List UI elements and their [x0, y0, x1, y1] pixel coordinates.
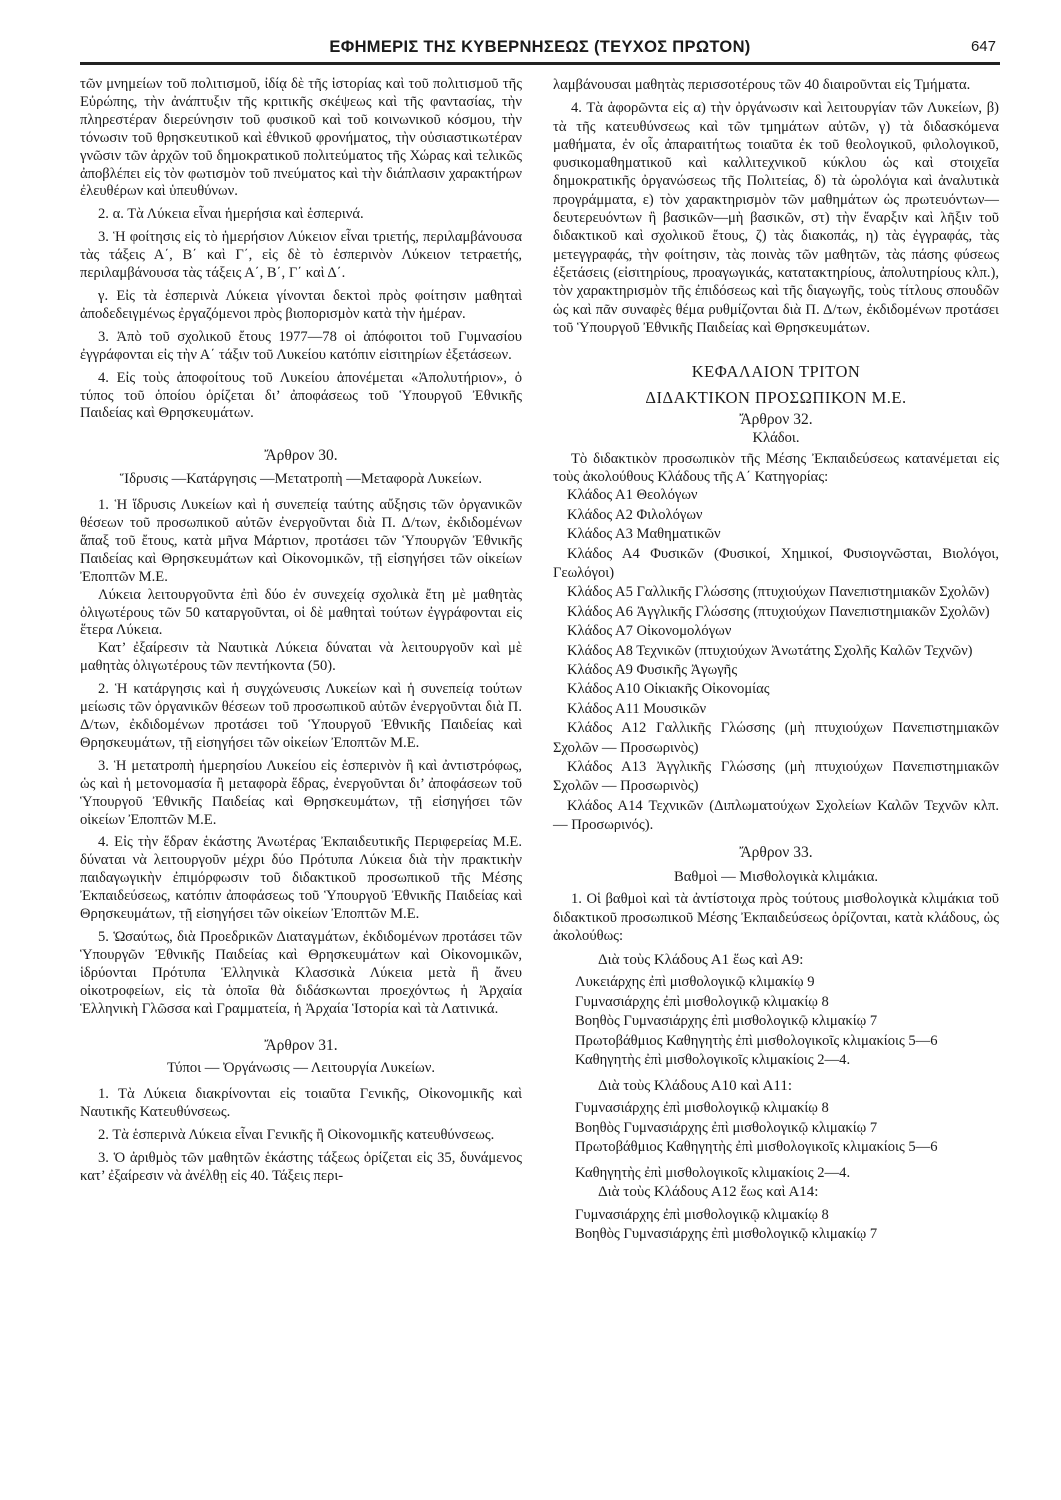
paragraph: 2. α. Τὰ Λύκεια εἶναι ἡμερήσια καὶ ἑσπερινά.: [98, 206, 364, 223]
grade-line: Καθηγητὴς ἐπὶ μισθολογικοῖς κλιμακίοις 2—4.: [575, 1052, 851, 1069]
grade-line: Πρωτοβάθμιος Καθηγητὴς ἐπὶ μισθολογικοῖς κλιμακίοις 5—6: [575, 1032, 938, 1049]
article-30-heading: Ἄρθρον 30.: [264, 447, 338, 465]
klados-item: Κλάδος Α3 Μαθηματικῶν: [567, 526, 721, 543]
paragraph: 2. Τὰ ἑσπερινὰ Λύκεια εἶναι Γενικῆς ἢ Οἰκονομικῆς κατευθύνσεως.: [98, 1127, 495, 1144]
klados-item: Κλάδος Α6 Ἀγγλικῆς Γλώσσης (πτυχιούχων Πανεπιστημιακῶν Σχολῶν): [567, 603, 990, 620]
paragraph: 4. Εἰς τὴν ἕδραν ἑκάστης Ἀνωτέρας Ἐκπαιδευτικῆς Περιφερείας Μ.Ε. δύναται νὰ λειτουργοῦν μέχρι δύο Πρότυπα Λύκεια διὰ τὴν πρακτικὴν παιδαγωγικὴν ἐπιμόρφωσιν τοῦ διδακτικοῦ προσωπικοῦ τῆς Μέσης Ἐκπαιδεύσεως, κατόπιν ἀποφάσεως τοῦ Ὑπουργοῦ Ἐθνικῆς Παιδείας καὶ Θρησκευμάτων, τῇ εἰσηγήσει τῶν οἰκείων Ἐποπτῶν Μ.Ε.: [80, 834, 522, 923]
paragraph: 3. Ἡ φοίτησις εἰς τὸ ἡμερήσιον Λύκειον εἶναι τριετής, περιλαμβάνουσα τὰς τάξεις Α΄, Β΄ καὶ Γ΄, εἰς δὲ τὸ ἑσπερινὸν Λύκειον τετραετής, περιλαμβάνουσα τὰς τάξεις Α΄, Β΄, Γ΄ καὶ Δ΄.: [80, 229, 522, 282]
klados-item: Κλάδος Α10 Οἰκιακῆς Οἰκονομίας: [567, 681, 770, 698]
chapter-title: ΚΕΦΑΛΑΙΟΝ ΤΡΙΤΟΝ: [691, 362, 861, 382]
klados-item: Κλάδος Α12 Γαλλικῆς Γλώσσης (μὴ πτυχιούχων Πανεπιστημιακῶν Σχολῶν — Προσωρινὸς): [553, 720, 999, 756]
article-31-subtitle: Τύποι — Ὀργάνωσις — Λειτουργία Λυκείων.: [166, 1060, 436, 1077]
paragraph: τῶν μνημείων τοῦ πολιτισμοῦ, ἰδίᾳ δὲ τῆς ἱστορίας καὶ τοῦ πολιτισμοῦ τῆς Εὐρώπης, τὴν ἀνάπτυξιν τῆς κριτικῆς σκέψεως καὶ τῆς φαντασίας, τὴν πληρεστέραν διερεύνησιν τοῦ φυσικοῦ καὶ τοῦ κοινωνικοῦ κόσμου, τὴν τόνωσιν τοῦ θρησκευτικοῦ καὶ ἐθνικοῦ φρονήματος, τὴν οὐσιαστικωτέραν γνῶσιν τῶν ἀρχῶν τοῦ δημοκρατικοῦ πολιτεύματος τῆς Χώρας καὶ τελικῶς ἀποβλέπει εἰς τὸν φωτισμὸν τοῦ πνεύματος καὶ τὴν διάπλασιν χαρακτήρων ἐλευθέρων καὶ ὑπευθύνων.: [80, 76, 522, 200]
grade-group-heading: Διὰ τοὺς Κλάδους Α12 ἕως καὶ Α14:: [598, 1184, 819, 1201]
paragraph: Λύκεια λειτουργοῦντα ἐπὶ δύο ἐν συνεχείᾳ σχολικὰ ἔτη μὲ μαθητὰς ὀλιγωτέρους τῶν 50 καταργοῦνται, οἱ δὲ μαθηταὶ τούτων ἐγγράφονται εἰς ἕτερα Λύκεια.: [80, 586, 522, 639]
paragraph: 4. Τὰ ἀφορῶντα εἰς α) τὴν ὀργάνωσιν καὶ λειτουργίαν τῶν Λυκείων, β) τὰ τῆς κατευθύνσεως καὶ τῶν τμημάτων αὐτῶν, γ) τὰ διδασκόμενα μαθήματα, ἐν οἷς ἀπαραιτήτως τοιαῦτα ἐκ τοῦ θεολογικοῦ, φιλολογικοῦ, φυσικομαθηματικοῦ καὶ καλλιτεχνικοῦ κύκλου ὡς καὶ στοιχεῖα δημοκρατικῆς ὀργανώσεως τῆς Πολιτείας, δ) τὰ ὡρολόγια καὶ ἀναλυτικὰ προγράμματα, ε) τὸν χαρακτηρισμὸν τῶν μαθημάτων ὡς πρωτευόντων—δευτερευόντων ἢ βασικῶν—μὴ βασικῶν, στ) τὴν ἔναρξιν καὶ λῆξιν τοῦ διδακτικοῦ καὶ σχολικοῦ ἔτους, ζ) τὰς διακοπάς, η) τὰς ἐγγραφάς, τὰς μετεγγραφάς, τὴν φοίτησιν, τὰς ποινὰς τῶν μαθητῶν, τὰς πάσης φύσεως ἐξετάσεις (εἰσιτηρίους, προαγωγικάς, κατατακτηρίους, ἀπολυτηρίους κλπ.), τὸν χαρακτηρισμὸν τῆς ἐπιδόσεως καὶ τῆς διαγωγῆς, τοὺς τίτλους σπουδῶν ὡς καὶ πᾶν συναφὲς θέμα ρυθμίζονται διὰ Π. Δ/των, ἐκδιδομένων προτάσει τοῦ Ὑπουργοῦ Ἐθνικῆς Παιδείας καὶ Θρησκευμάτων.: [553, 100, 999, 336]
left-column: [80, 76, 522, 1191]
paragraph: λαμβάνουσαι μαθητὰς περισσοτέρους τῶν 40 διαιροῦνται εἰς Τμήματα.: [553, 77, 971, 93]
klados-item: Κλάδος Α8 Τεχνικῶν (πτυχιούχων Ἀνωτάτης Σχολῆς Καλῶν Τεχνῶν): [567, 642, 973, 659]
grade-line: Καθηγητὴς ἐπὶ μισθολογικοῖς κλιμακίοις 2—4.: [575, 1164, 851, 1181]
klados-item: Κλάδος Α7 Οἰκονομολόγων: [567, 623, 732, 640]
paragraph: 3. Ὁ ἀριθμὸς τῶν μαθητῶν ἑκάστης τάξεως ὁρίζεται εἰς 35, δυνάμενος κατ’ ἐξαίρεσιν νὰ ἀνέλθῃ εἰς 40. Τάξεις περι-: [80, 1150, 522, 1184]
klados-item: Κλάδος Α4 Φυσικῶν (Φυσικοί, Χημικοί, Φυσιογνῶσται, Βιολόγοι, Γεωλόγοι): [553, 545, 999, 581]
paragraph: Κατ’ ἐξαίρεσιν τὰ Ναυτικὰ Λύκεια δύναται νὰ λειτουργοῦν καὶ μὲ μαθητὰς ὀλιγωτέρους τῶν πεντήκοντα (50).: [80, 640, 522, 675]
klados-item: Κλάδος Α2 Φιλολόγων: [567, 506, 703, 523]
grade-line: Βοηθὸς Γυμνασιάρχης ἐπὶ μισθολογικῷ κλιμακίῳ 7: [575, 1226, 878, 1243]
klados-item: Κλάδος Α13 Ἀγγλικῆς Γλώσσης (μὴ πτυχιούχων Πανεπιστημιακῶν Σχολῶν — Προσωρινὸς): [553, 759, 999, 795]
klados-item: Κλάδος Α1 Θεολόγων: [567, 487, 698, 504]
paragraph: Τὸ διδακτικὸν προσωπικὸν τῆς Μέσης Ἐκπαιδεύσεως κατανέμεται εἰς τοὺς ἀκολούθους Κλάδους τῆς Α΄ Κατηγορίας:: [553, 450, 999, 486]
paragraph: γ. Εἰς τὰ ἑσπερινὰ Λύκεια γίνονται δεκτοὶ πρὸς φοίτησιν μαθηταὶ ἀποδεδειγμένως ἐργαζόμενοι πρὸς βιοπορισμὸν κατὰ τὴν ἡμέραν.: [80, 287, 522, 322]
grade-line: Πρωτοβάθμιος Καθηγητὴς ἐπὶ μισθολογικοῖς κλιμακίοις 5—6: [575, 1139, 938, 1156]
klados-item: Κλάδος Α9 Φυσικῆς Ἀγωγῆς: [567, 662, 738, 678]
page-number: 647: [970, 38, 996, 55]
grade-line: Λυκειάρχης ἐπὶ μισθολογικῷ κλιμακίῳ 9: [575, 974, 815, 991]
article-30-subtitle: Ἵδρυσις —Κατάργησις —Μετατροπὴ —Μεταφορὰ Λυκείων.: [119, 471, 483, 488]
paragraph: 4. Εἰς τοὺς ἀποφοίτους τοῦ Λυκείου ἀπονέμεται «Ἀπολυτήριον», ὁ τύπος τοῦ ὁποίου ὁρίζεται δι’ ἀποφάσεως τοῦ Ὑπουργοῦ Ἐθνικῆς Παιδείας καὶ Θρησκευμάτων.: [80, 369, 522, 422]
paragraph: 1. Οἱ βαθμοὶ καὶ τὰ ἀντίστοιχα πρὸς τούτους μισθολογικὰ κλιμάκια τοῦ διδακτικοῦ προσωπικοῦ Μέσης Ἐκπαιδεύσεως ὁρίζονται, κατὰ κλάδους, ὡς ἀκολούθως:: [553, 891, 999, 944]
grade-group-heading: Διὰ τοὺς Κλάδους Α10 καὶ Α11:: [598, 1077, 793, 1094]
gazette-title: ΕΦΗΜΕΡΙΣ ΤΗΣ ΚΥΒΕΡΝΗΣΕΩΣ (ΤΕΥΧΟΣ ΠΡΩΤΟΝ): [329, 38, 751, 56]
article-33-heading: Ἄρθρον 33.: [739, 843, 813, 861]
page-header: [80, 36, 1000, 65]
grade-line: Γυμνασιάρχης ἐπὶ μισθολογικῷ κλιμακίῳ 8: [575, 1206, 829, 1223]
paragraph: 1. Τὰ Λύκεια διακρίνονται εἰς τοιαῦτα Γενικῆς, Οἰκονομικῆς καὶ Ναυτικῆς Κατευθύνσεως.: [80, 1086, 522, 1121]
paragraph: 5. Ὡσαύτως, διὰ Προεδρικῶν Διαταγμάτων, ἐκδιδομένων προτάσει τῶν Ὑπουργῶν Ἐθνικῆς Παιδείας καὶ Θρησκευμάτων καὶ Οἰκονομικῶν, ἱδρύονται Πρότυπα Ἑλληνικὰ Κλασσικὰ Λύκεια μετὰ ἢ ἄνευ οἰκοτροφείων, εἰς τὰ ὁποῖα θὰ διδάσκωνται προεχόντως ἡ Ἀρχαία Ἑλληνικὴ Γλῶσσα καὶ Γραμματεία, ἡ Ἀρχαία Ἱστορία καὶ τὰ Λατινικά.: [80, 928, 522, 1017]
chapter-subtitle: ΔΙΔΑΚΤΙΚΟΝ ΠΡΟΣΩΠΙΚΟΝ Μ.Ε.: [645, 388, 907, 408]
article-32-subtitle: Κλάδοι.: [752, 430, 800, 447]
grade-line: Βοηθὸς Γυμνασιάρχης ἐπὶ μισθολογικῷ κλιμακίῳ 7: [575, 1013, 878, 1030]
klados-item: Κλάδος Α5 Γαλλικῆς Γλώσσης (πτυχιούχων Πανεπιστημιακῶν Σχολῶν): [567, 584, 990, 601]
grade-line: Γυμνασιάρχης ἐπὶ μισθολογικῷ κλιμακίῳ 8: [575, 993, 829, 1010]
paragraph: 3. Ἀπὸ τοῦ σχολικοῦ ἔτους 1977—78 οἱ ἀπόφοιτοι τοῦ Γυμνασίου ἐγγράφονται εἰς τὴν Α΄ τάξιν τοῦ Λυκείου κατόπιν εἰσιτηρίων ἐξετάσεων.: [80, 328, 522, 363]
paragraph: 2. Ἡ κατάργησις καὶ ἡ συγχώνευσις Λυκείων καὶ ἡ συνεπείᾳ τούτων μείωσις τῶν ὀργανικῶν θέσεων τοῦ προσωπικοῦ αὐτῶν ἐνεργοῦνται διὰ Π. Δ/των, ἐκδιδομένων προτάσει τοῦ Ὑπουργοῦ Ἐθνικῆς Παιδείας καὶ Θρησκευμάτων, τῇ εἰσηγήσει τῶν οἰκείων Ἐποπτῶν Μ.Ε.: [80, 681, 522, 751]
klados-item: Κλάδος Α14 Τεχνικῶν (Διπλωματούχων Σχολείων Καλῶν Τεχνῶν κλπ. — Προσωρινός).: [553, 797, 999, 834]
grade-line: Βοηθὸς Γυμνασιάρχης ἐπὶ μισθολογικῷ κλιμακίῳ 7: [575, 1119, 878, 1136]
klados-item: Κλάδος Α11 Μουσικῶν: [567, 700, 707, 717]
grade-group-heading: Διὰ τοὺς Κλάδους Α1 ἕως καὶ Α9:: [598, 952, 804, 969]
grade-line: Γυμνασιάρχης ἐπὶ μισθολογικῷ κλιμακίῳ 8: [575, 1100, 829, 1117]
article-31-heading: Ἄρθρον 31.: [264, 1036, 338, 1054]
right-column: [553, 76, 999, 1245]
paragraph: 3. Ἡ μετατροπὴ ἡμερησίου Λυκείου εἰς ἑσπερινὸν ἢ καὶ ἀντιστρόφως, ὡς καὶ ἡ μετονομασία ἢ μεταφορὰ ἕδρας, ἐνεργοῦνται δι’ ἀποφάσεων τοῦ Ὑπουργοῦ Ἐθνικῆς Παιδείας καὶ Θρησκευμάτων, τῇ εἰσηγήσει τῶν οἰκείων Ἐποπτῶν Μ.Ε.: [80, 757, 522, 828]
klados-list: [553, 486, 999, 835]
article-32-heading: Ἄρθρον 32.: [739, 411, 813, 429]
article-33-subtitle: Βαθμοὶ — Μισθολογικὰ κλιμάκια.: [674, 868, 878, 885]
paragraph: 1. Ἡ ἵδρυσις Λυκείων καὶ ἡ συνεπείᾳ ταύτης αὔξησις τῶν ὀργανικῶν θέσεων τοῦ προσωπικοῦ αὐτῶν ἐνεργοῦνται διὰ Π. Δ/των, ἐκδιδομένων ἅπαξ τοῦ ἔτους, κατὰ μῆνα Μάρτιον, προτάσει τῶν Ὑπουργῶν Ἐθνικῆς Παιδείας καὶ Θρησκευμάτων καὶ Οἰκονομικῶν, τῇ εἰσηγήσει τῶν οἰκείων Ἐποπτῶν Μ.Ε.: [80, 497, 522, 585]
